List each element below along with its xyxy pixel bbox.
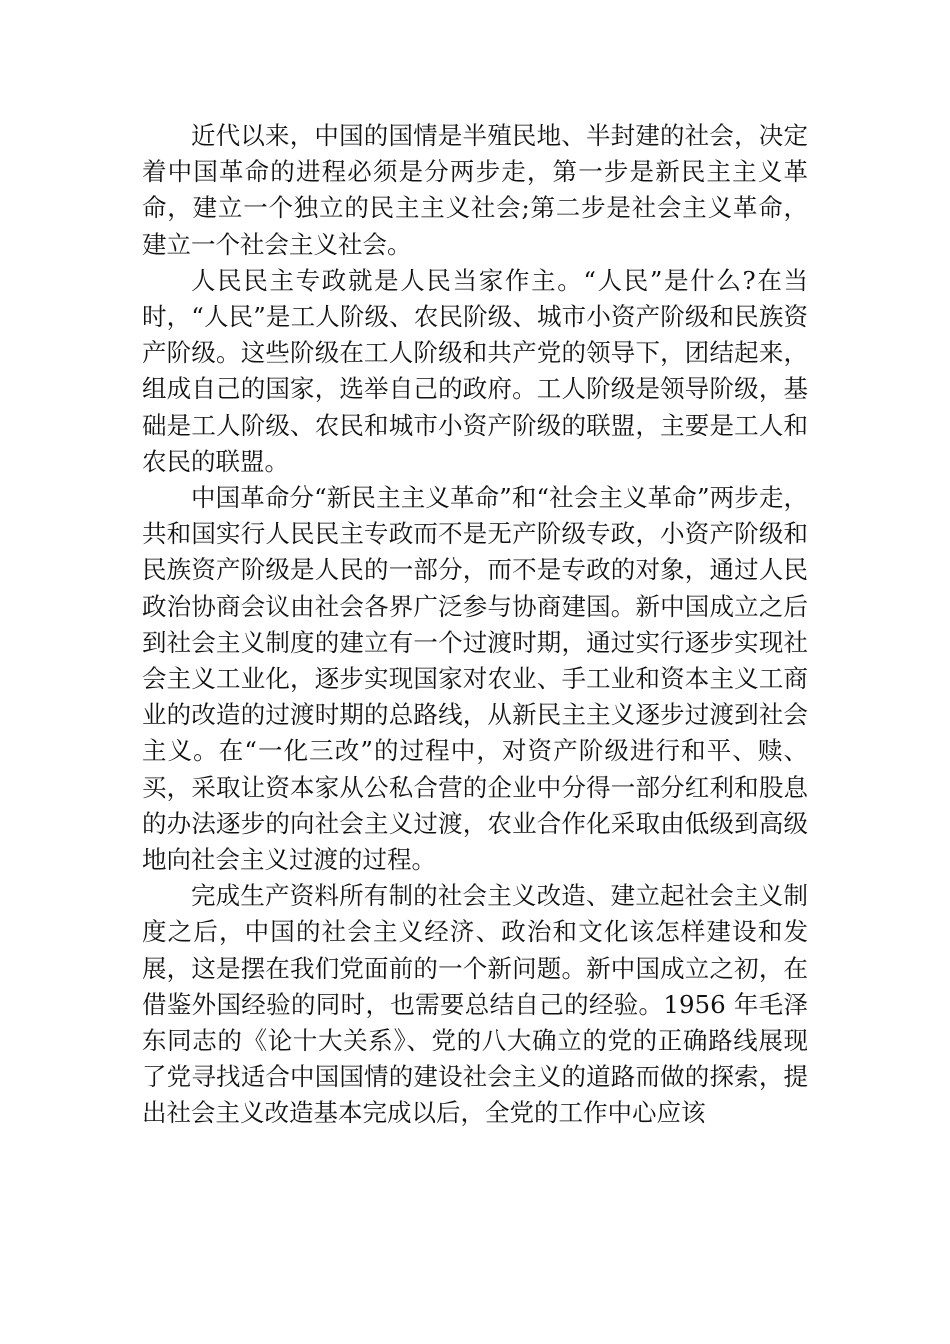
- paragraph-1: 近代以来，中国的国情是半殖民地、半封建的社会，决定着中国革命的进程必须是分两步走，第一步是新民主主义革命，建立一个独立的民主主义社会;第二步是社会主义革命，建立一个社会主义社会。: [142, 121, 808, 259]
- paragraph-3: 中国革命分“新民主主义革命”和“社会主义革命”两步走，共和国实行人民民主专政而不是无产阶级专政，小资产阶级和民族资产阶级是人民的一部分，而不是专政的对象，通过人民政治协商会议由社会各界广泛参与协商建国。新中国成立之后到社会主义制度的建立有一个过渡时期，通过实行逐步实现社会主义工业化，逐步实现国家对农业、手工业和资本主义工商业的改造的过渡时期的总路线，从新民主主义逐步过渡到社会主义。在“一化三改”的过程中，对资产阶级进行和平、赎、买，采取让资本家从公私合营的企业中分得一部分红利和股息的办法逐步的向社会主义过渡，农业合作化采取由低级到高级地向社会主义过渡的过程。: [142, 483, 808, 875]
- paragraph-2: 人民民主专政就是人民当家作主。“人民”是什么?在当时，“人民”是工人阶级、农民阶级、城市小资产阶级和民族资产阶级。这些阶级在工人阶级和共产党的领导下，团结起来，组成自己的国家，选举自己的政府。工人阶级是领导阶级，基础是工人阶级、农民和城市小资产阶级的联盟，主要是工人和农民的联盟。: [142, 265, 808, 476]
- document-page: [142, 118, 808, 1132]
- paragraph-4: 完成生产资料所有制的社会主义改造、建立起社会主义制度之后，中国的社会主义经济、政治和文化该怎样建设和发展，这是摆在我们党面前的一个新问题。新中国成立之初，在借鉴外国经验的同时，也需要总结自己的经验。1956 年毛泽东同志的《论十大关系》、党的八大确立的党的正确路线展现了党寻找适合中国国情的建设社会主义的道路而做的探索，提出社会主义改造基本完成以后，全党的工作中心应该: [142, 881, 808, 1128]
